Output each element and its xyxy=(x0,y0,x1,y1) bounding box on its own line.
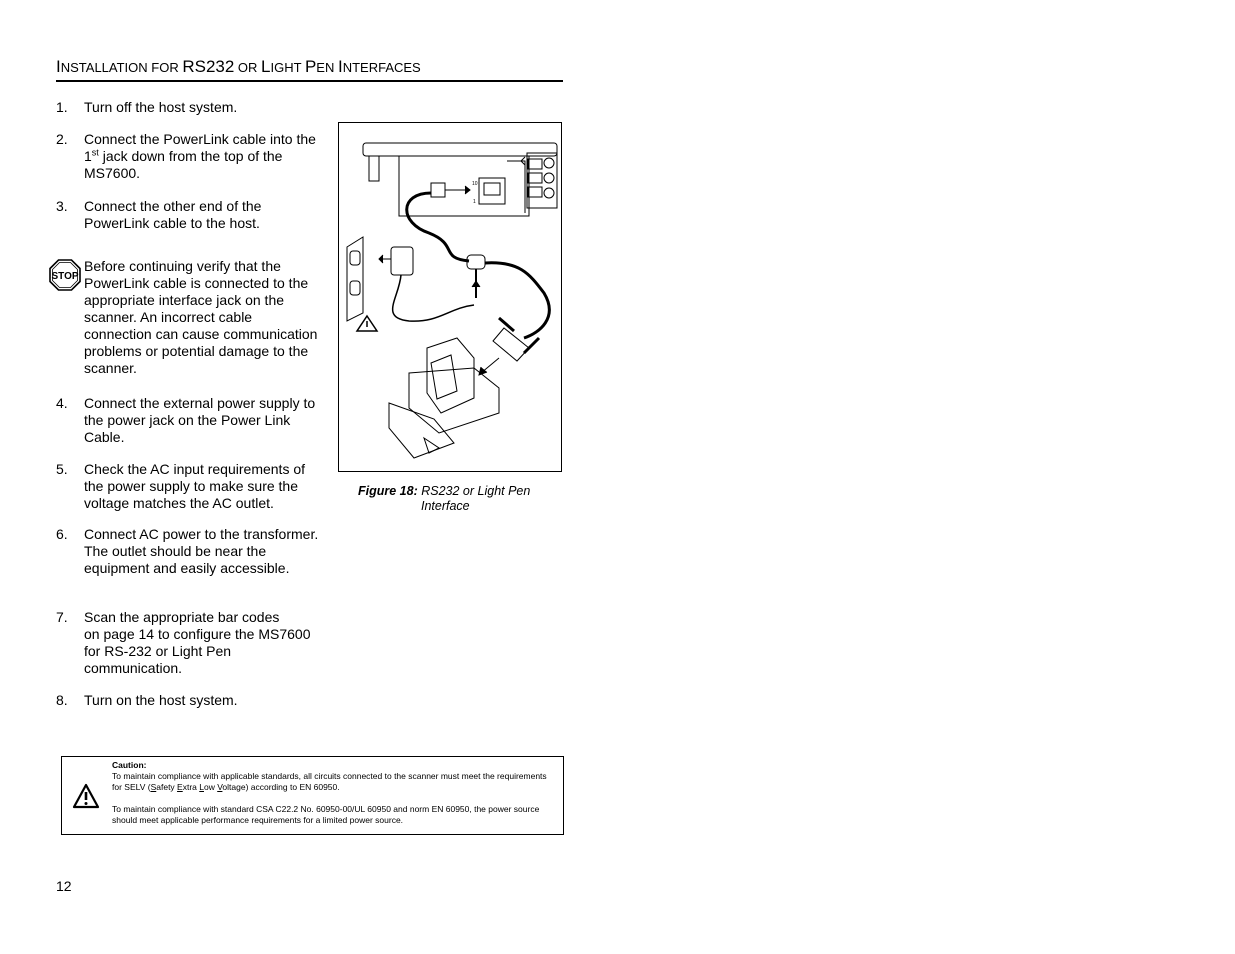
rj45-opening xyxy=(484,183,500,195)
scanner-left-block xyxy=(369,156,379,181)
stop-notice-text: Before continuing verify that the PowerLink cable is connected to the appropriate interface jack on the scanner. An incorrect cable connection can cause communication problems or potential damage to the scanner. xyxy=(84,258,318,376)
monitor-screen xyxy=(431,355,457,399)
jack-1 xyxy=(544,158,554,168)
caution-paragraph-1: To maintain compliance with applicable standards, all circuits connected to the scanner must meet the requirements for SELV (Safety Extra Low Voltage) according to EN 60950. xyxy=(112,771,547,792)
computer-base xyxy=(409,368,499,433)
power-supply-cord xyxy=(393,275,474,321)
section-heading: INSTALLATION FOR RS232 OR LIGHT PEN INTERFACES xyxy=(56,56,563,82)
pin-10-label: 10 xyxy=(472,181,478,187)
jack-slot-1 xyxy=(528,159,542,169)
pointer-line xyxy=(507,161,525,213)
stop-sign-icon xyxy=(49,259,81,291)
power-supply xyxy=(391,247,413,275)
jack-slot-2 xyxy=(528,173,542,183)
db9-connector xyxy=(493,328,529,361)
page-number: 12 xyxy=(56,878,72,894)
rj45-plug xyxy=(431,183,445,197)
stop-icon-label: STOP xyxy=(51,271,79,282)
caution-title: Caution: xyxy=(112,760,147,770)
figure-caption: Figure 18: RS232 or Light Pen Interface xyxy=(358,484,531,513)
wall-outlet-plate xyxy=(347,237,363,321)
outlet-socket-bottom xyxy=(350,281,360,295)
rj45-jack xyxy=(479,178,505,204)
figure-18-illustration xyxy=(338,122,562,472)
monitor xyxy=(427,338,474,413)
cable-junction xyxy=(467,255,485,269)
jack-2 xyxy=(544,173,554,183)
caution-box xyxy=(61,756,564,835)
host-cable xyxy=(485,263,549,338)
powerlink-cable xyxy=(407,193,469,261)
caution-paragraph-2: To maintain compliance with standard CSA C22.2 No. 60950-00/UL 60950 and norm EN 60950, the power source should meet applicable performance requirements for a limited power source. xyxy=(112,804,540,825)
scanner-top-plate xyxy=(363,143,557,156)
keyboard-key xyxy=(424,438,439,453)
outlet-socket-top xyxy=(350,251,360,265)
jack-slot-3 xyxy=(528,187,542,197)
pin-1-label: 1 xyxy=(473,199,476,205)
rs232-connection-diagram xyxy=(339,123,561,471)
scanner-body xyxy=(399,156,529,216)
warning-triangle-icon xyxy=(72,783,100,809)
jack-3 xyxy=(544,188,554,198)
